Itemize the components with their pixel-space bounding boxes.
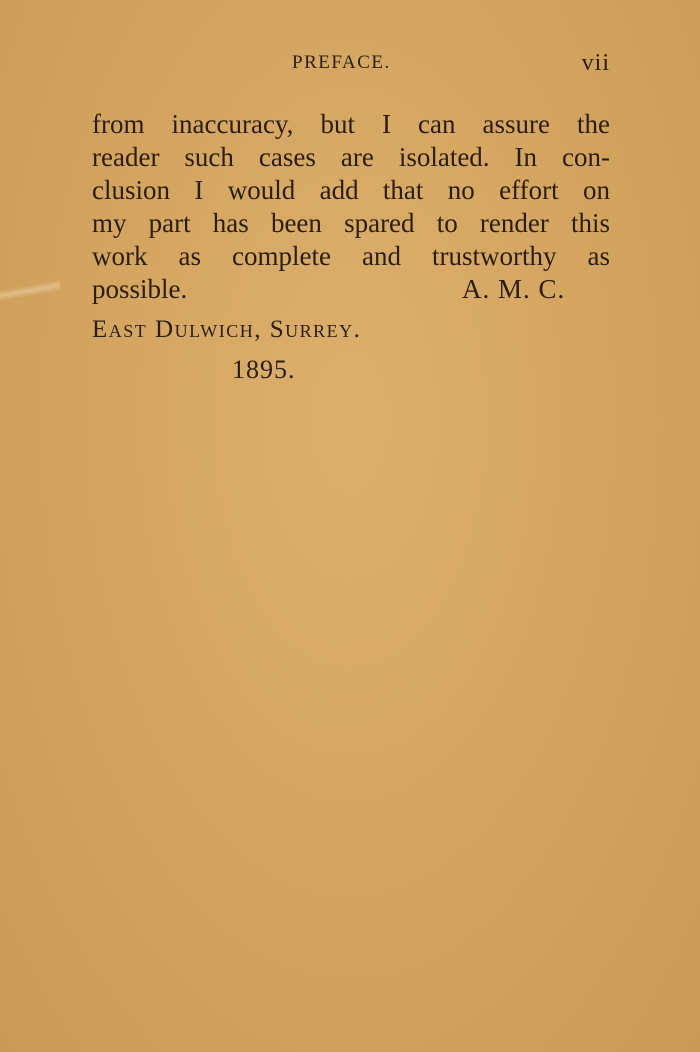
page-crease (0, 262, 60, 322)
text-line: possible. (92, 274, 188, 304)
text-line: work as complete and trustworthy as (92, 241, 610, 271)
author-initials: A. M. C. (462, 274, 566, 304)
page-header (92, 50, 610, 80)
text-line: reader such cases are isolated. In con- (92, 142, 610, 172)
year: 1895. (232, 355, 296, 384)
preface-paragraph (92, 108, 610, 306)
text-line: clusion I would add that no effort on (92, 175, 610, 205)
running-head: PREFACE. (292, 52, 391, 73)
text-line-final (92, 273, 610, 306)
place-signature: East Dulwich, Surrey. (92, 316, 362, 343)
text-line: from inaccuracy, but I can assure the (92, 109, 610, 139)
text-line: my part has been spared to render this (92, 208, 610, 238)
page-number: vii (581, 50, 610, 76)
